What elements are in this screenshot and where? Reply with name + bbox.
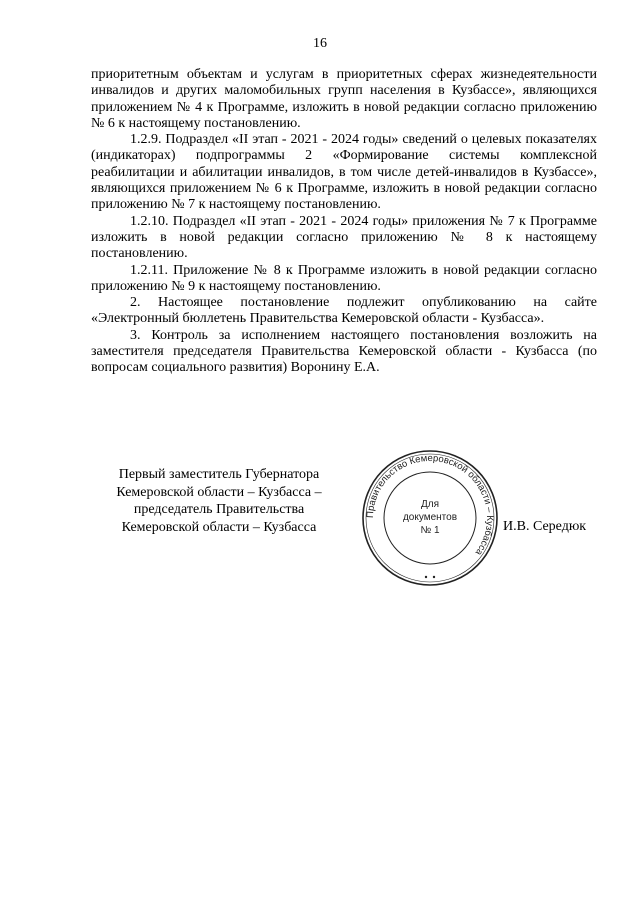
document-body <box>91 67 597 377</box>
signatory-position-line: Кемеровской области – Кузбасса <box>121 519 317 535</box>
signatory-position-line: Кемеровской области – Кузбасса – <box>116 484 322 500</box>
paragraph-continuation: приоритетным объектам и услугам в приоритетных сферах жизнедеятельности инвалидов и других маломобильных групп населения в Кузбассе», являющихся приложением № 4 к Программе, изложить в новой редакции согласно приложению № 6 к настоящему постановлению. <box>91 67 597 131</box>
signatory-position-line: председатель Правительства <box>133 502 305 517</box>
signatory-position-line: Первый заместитель Губернатора <box>118 467 320 482</box>
paragraph-1-2-10: 1.2.10. Подраздел «II этап - 2021 - 2024 годы» приложения № 7 к Программе изложить в новой редакции согласно приложению № 8 к настоящему постановлению. <box>91 213 597 262</box>
official-seal <box>360 448 500 588</box>
seal-center-line: Для <box>420 499 440 510</box>
seal-center-line: документов <box>402 512 458 523</box>
signatory-position <box>96 466 342 536</box>
signatory-name: И.В. Середюк <box>503 519 587 534</box>
seal-dot <box>433 576 435 578</box>
seal-center-line: № 1 <box>420 525 440 536</box>
paragraph-1-2-11: 1.2.11. Приложение № 8 к Программе изложить в новой редакции согласно приложению № 9 к настоящему постановлению. <box>91 262 597 294</box>
seal-dot <box>425 576 427 578</box>
paragraph-2: 2. Настоящее постановление подлежит опубликованию на сайте «Электронный бюллетень Правительства Кемеровской области - Кузбасса». <box>91 295 597 327</box>
paragraph-1-2-9: 1.2.9. Подраздел «II этап - 2021 - 2024 годы» сведений о целевых показателях (индикаторах) подпрограммы 2 «Формирование системы комплексной реабилитации и абилитации инвалидов, в том числе детей-инвалидов в Кузбассе», являющихся приложением № 6 к Программе, изложить в новой редакции согласно приложению № 7 к настоящему постановлению. <box>91 132 597 213</box>
paragraph-3: 3. Контроль за исполнением настоящего постановления возложить на заместителя председателя Правительства Кемеровской области - Кузбасса (по вопросам социального развития) Воронину Е.А. <box>91 327 597 376</box>
seal-ring-text: Правительство Кемеровской области – Кузбасса <box>364 452 496 558</box>
page-number: 16 <box>313 36 327 51</box>
